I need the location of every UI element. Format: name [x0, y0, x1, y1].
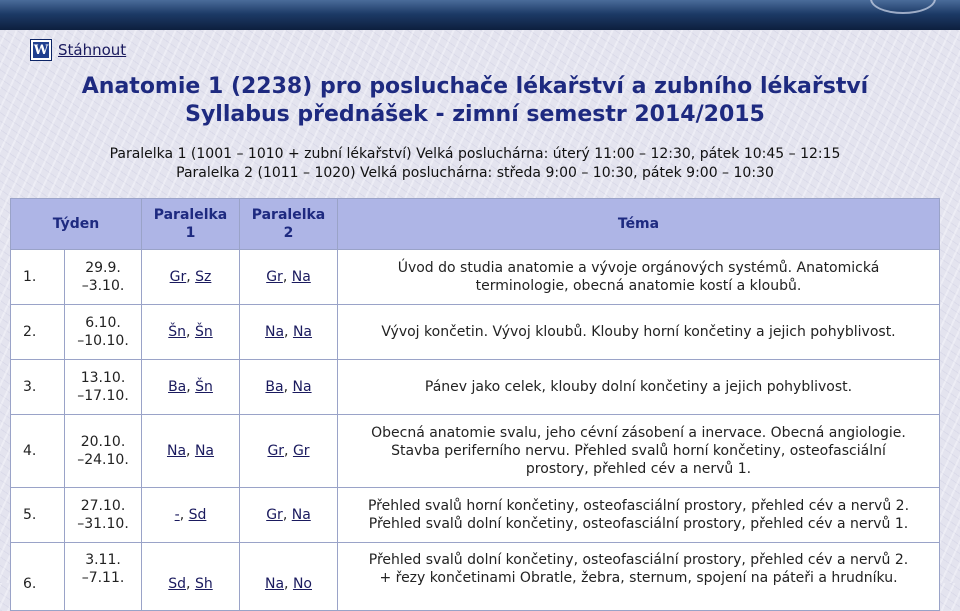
topic-cell: Přehled svalů dolní končetiny, osteofasciální prostory, přehled cév a nervů 2. + řezy končetinami Obratle, žebra, sternum, spojení na páteři a hrudníku.	[338, 543, 940, 611]
week-number: 4.	[11, 415, 65, 488]
parallel-1-lecturers: -, Sd	[142, 488, 240, 543]
table-row	[11, 305, 940, 360]
table-row	[11, 543, 940, 611]
topic-cell: Úvod do studia anatomie a vývoje orgánových systémů. Anatomická terminologie, obecná anatomie kostí a kloubů.	[338, 250, 940, 305]
lecturer-link[interactable]: Na	[194, 443, 215, 459]
lecturer-link[interactable]: Gr	[266, 507, 283, 523]
topic-cell: Vývoj končetin. Vývoj kloubů. Klouby horní končetiny a jejich pohyblivost.	[338, 305, 940, 360]
header-week: Týden	[11, 199, 142, 250]
lecturer-link[interactable]: -	[174, 507, 180, 523]
header-topic: Téma	[338, 199, 940, 250]
parallel-1-lecturers: Šn, Šn	[142, 305, 240, 360]
header-parallel-1: Paralelka 1	[142, 199, 240, 250]
header-parallel-2: Paralelka 2	[240, 199, 338, 250]
lecturer-link[interactable]: Na	[291, 269, 311, 285]
syllabus-table	[10, 198, 940, 611]
parallel-1-lecturers: Gr, Sz	[142, 250, 240, 305]
lecturer-link[interactable]: Na	[264, 324, 285, 340]
week-number: 6.	[11, 543, 65, 611]
download-link-group[interactable]	[30, 38, 126, 62]
lecturer-link[interactable]: Gr	[292, 443, 310, 459]
topic-cell: Obecná anatomie svalu, jeho cévní zásobení a inervace. Obecná angiologie. Stavba periferního nervu. Přehled svalů horní končetiny, osteofasciální prostory, přehled cév a nervů 1.	[338, 415, 940, 488]
parallel-1-lecturers: Na, Na	[142, 415, 240, 488]
university-seal-icon	[870, 0, 936, 14]
week-dates: 27.10. –31.10.	[65, 488, 142, 543]
lecturer-link[interactable]: Sd	[188, 507, 207, 523]
page-subtitle: Syllabus přednášek - zimní semestr 2014/2015	[185, 102, 765, 127]
lecturer-link[interactable]: Gr	[266, 269, 283, 285]
week-number: 2.	[11, 305, 65, 360]
lecturer-link[interactable]: Na	[166, 443, 187, 459]
table-row	[11, 415, 940, 488]
week-dates: 3.11. –7.11.	[65, 543, 142, 611]
lecturer-link[interactable]: No	[292, 576, 312, 592]
parallel-2-lecturers: Gr, Na	[240, 488, 338, 543]
parallel-1-lecturers: Sd, Sh	[142, 543, 240, 611]
lecturer-link[interactable]: Gr	[267, 443, 285, 459]
parallel-2-lecturers: Gr, Gr	[240, 415, 338, 488]
topic-cell: Přehled svalů horní končetiny, osteofasciální prostory, přehled cév a nervů 2. Přehled svalů dolní končetiny, osteofasciální prostory, přehled cév a nervů 1.	[338, 488, 940, 543]
lecturer-link[interactable]: Šn	[168, 324, 187, 340]
word-document-icon[interactable]: W	[30, 39, 52, 61]
week-number: 3.	[11, 360, 65, 415]
parallel-2-lecturers: Gr, Na	[240, 250, 338, 305]
table-row	[11, 488, 940, 543]
week-number: 5.	[11, 488, 65, 543]
week-dates: 29.9. –3.10.	[65, 250, 142, 305]
page-title: Anatomie 1 (2238) pro posluchače lékařství a zubního lékařství	[81, 74, 869, 99]
topic-cell: Pánev jako celek, klouby dolní končetiny a jejich pohyblivost.	[338, 360, 940, 415]
lecturer-link[interactable]: Sd	[168, 576, 187, 592]
lecturer-link[interactable]: Ba	[168, 379, 187, 395]
download-link[interactable]: Stáhnout	[58, 41, 127, 59]
table-row	[11, 250, 940, 305]
lecturer-link[interactable]: Šn	[195, 379, 213, 395]
lecturer-link[interactable]: Ba	[265, 379, 284, 395]
parallel-2-lecturers: Ba, Na	[240, 360, 338, 415]
lecturer-link[interactable]: Sz	[195, 269, 212, 285]
lecturer-link[interactable]: Na	[292, 379, 312, 395]
lecturer-link[interactable]: Sh	[194, 576, 213, 592]
lecturer-link[interactable]: Na	[291, 507, 311, 523]
week-dates: 20.10. –24.10.	[65, 415, 142, 488]
lecturer-link[interactable]: Na	[292, 324, 313, 340]
parallel-2-lecturers: Na, No	[240, 543, 338, 611]
table-header-row	[11, 199, 940, 250]
parallel-2-lecturers: Na, Na	[240, 305, 338, 360]
week-number: 1.	[11, 250, 65, 305]
week-dates: 6.10. –10.10.	[65, 305, 142, 360]
lecturer-link[interactable]: Šn	[194, 324, 213, 340]
week-dates: 13.10. –17.10.	[65, 360, 142, 415]
top-banner	[0, 0, 960, 30]
parallel-2-info: Paralelka 2 (1011 – 1020) Velká posluchárna: středa 9:00 – 10:30, pátek 9:00 – 10:30	[176, 165, 774, 181]
parallel-1-info: Paralelka 1 (1001 – 1010 + zubní lékařství) Velká posluchárna: úterý 11:00 – 12:30, pátek 10:45 – 12:15	[109, 146, 841, 162]
table-row	[11, 360, 940, 415]
parallel-1-lecturers: Ba, Šn	[142, 360, 240, 415]
lecturer-link[interactable]: Na	[264, 576, 285, 592]
lecturer-link[interactable]: Gr	[169, 269, 187, 285]
